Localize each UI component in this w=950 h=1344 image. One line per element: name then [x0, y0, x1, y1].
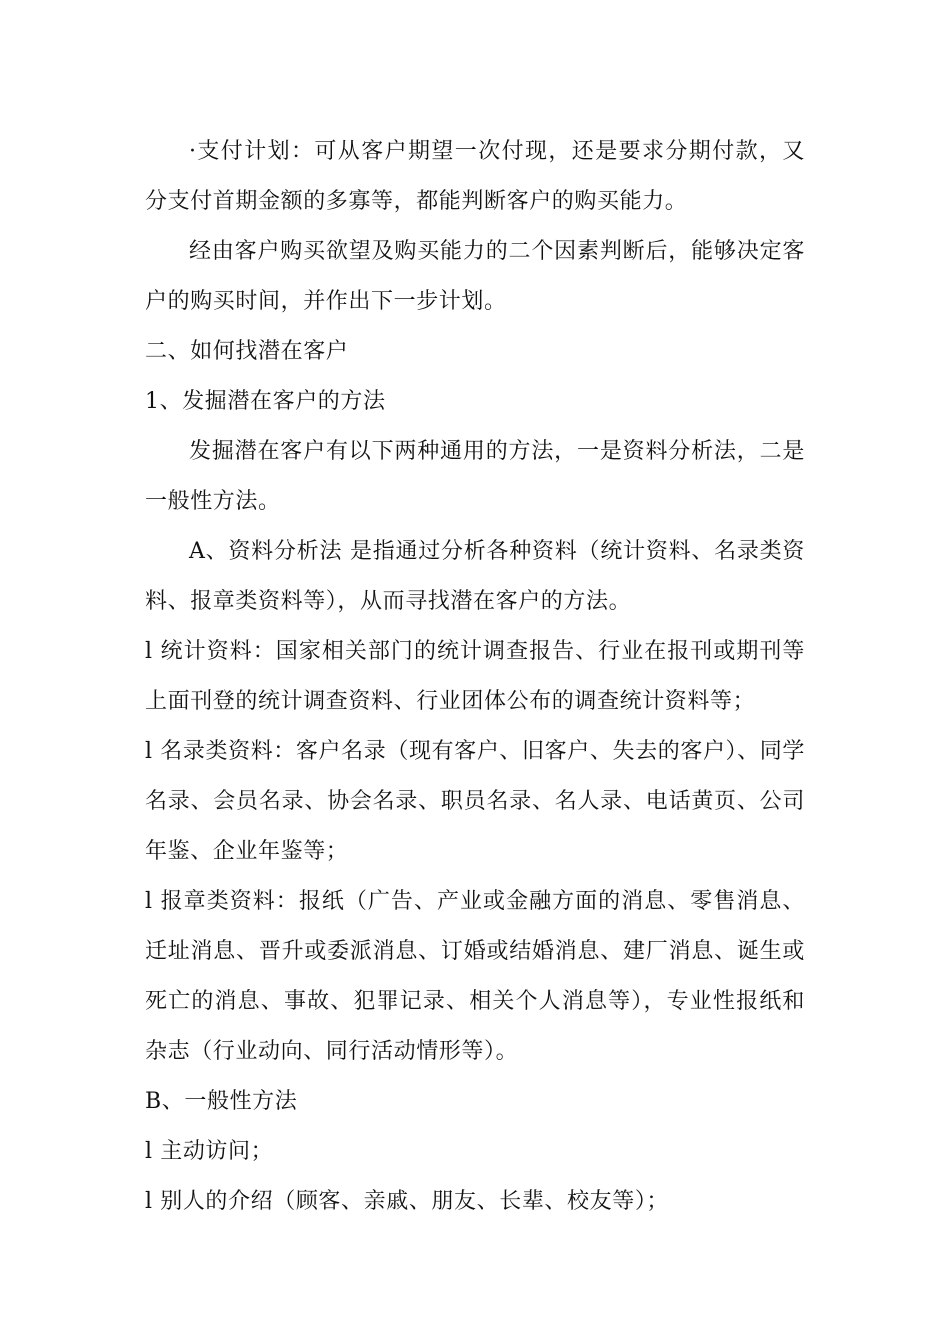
paragraph-two-methods: 发掘潜在客户有以下两种通用的方法，一是资料分析法，二是一般性方法。: [145, 439, 805, 514]
list-item-newspapers: l 报章类资料：报纸（广告、产业或金融方面的消息、零售消息、迁址消息、晋升或委派消息、订婚或结婚消息、建厂消息、诞生或死亡的消息、事故、犯罪记录、相关个人消息等），专业性报纸和杂志（行业动向、同行活动情形等）。: [145, 889, 805, 1064]
section-heading-find-customers: 二、如何找潜在客户: [145, 339, 349, 364]
paragraph-data-analysis: A、资料分析法 是指通过分析各种资料（统计资料、名录类资料、报章类资料等），从而寻找潜在客户的方法。: [145, 539, 805, 614]
list-item-directories: l 名录类资料：客户名录（现有客户、旧客户、失去的客户）、同学名录、会员名录、协会名录、职员名录、名人录、电话黄页、公司年鉴、企业年鉴等；: [145, 739, 805, 864]
list-item-statistics: l 统计资料：国家相关部门的统计调查报告、行业在报刊或期刊等上面刊登的统计调查资料、行业团体公布的调查统计资料等；: [145, 639, 805, 714]
paragraph-purchase-timing: 经由客户购买欲望及购买能力的二个因素判断后，能够决定客户的购买时间，并作出下一步计划。: [145, 239, 805, 314]
subsection-heading-methods: 1、发掘潜在客户的方法: [145, 389, 386, 414]
subsection-heading-general-methods: B、一般性方法: [145, 1089, 298, 1114]
paragraph-payment-plan: ·支付计划：可从客户期望一次付现，还是要求分期付款，又分支付首期金额的多寡等，都能判断客户的购买能力。: [145, 139, 805, 214]
list-item-active-visit: l 主动访问；: [145, 1139, 274, 1164]
list-item-referrals: l 别人的介绍（顾客、亲戚、朋友、长辈、校友等）；: [145, 1189, 670, 1214]
